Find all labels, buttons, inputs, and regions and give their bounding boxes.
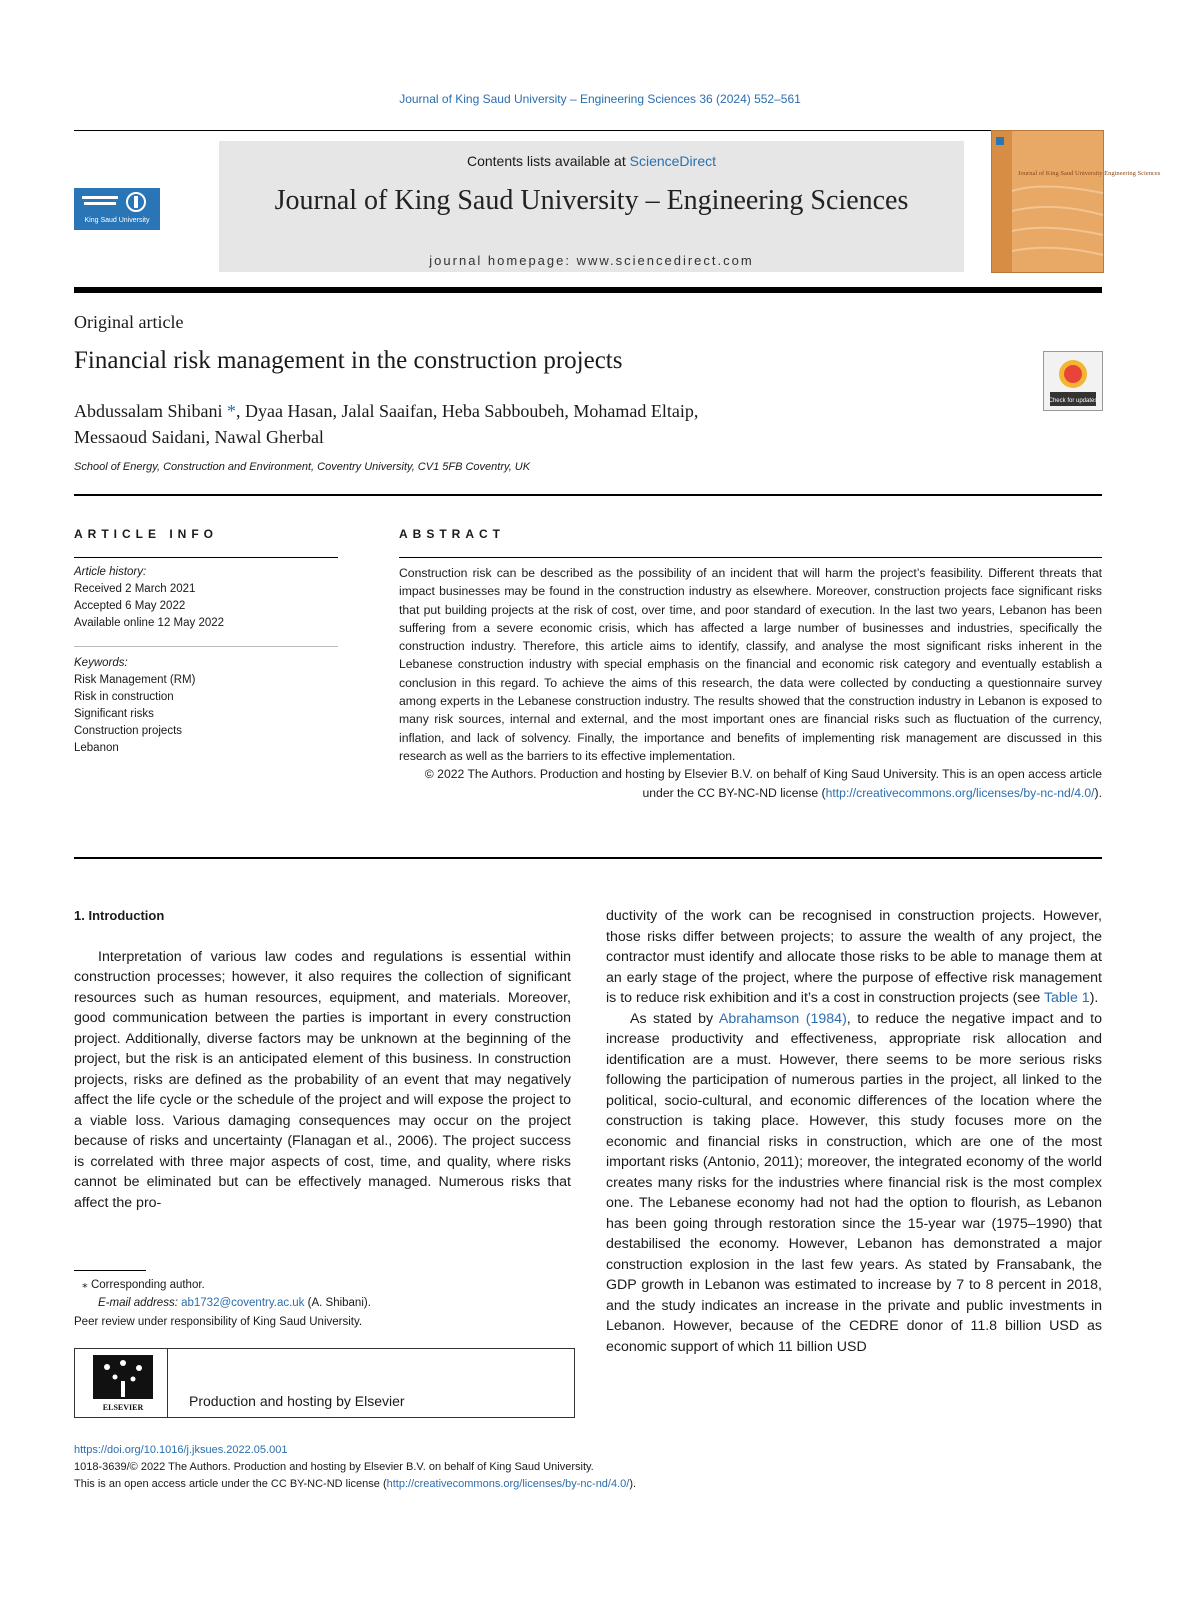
- license-link[interactable]: http://creativecommons.org/licenses/by-nc-nd/4.0/: [825, 785, 1095, 800]
- abstract-heading: ABSTRACT: [399, 527, 505, 541]
- contents-prefix: Contents lists available at: [466, 153, 630, 169]
- affiliation: School of Energy, Construction and Environment, Coventry University, CV1 5FB Coventry, UK: [74, 461, 531, 473]
- intro-right-column: [606, 906, 1102, 1357]
- email-suffix: (A. Shibani).: [304, 1297, 371, 1309]
- keyword-item: Lebanon: [74, 742, 119, 754]
- keywords-label: Keywords:: [74, 657, 128, 669]
- abstract-copyright: [399, 765, 1102, 802]
- keywords-block: [74, 655, 195, 757]
- footnote-corresponding: ⁎ Corresponding author.: [82, 1279, 205, 1291]
- footnote-email: [74, 1294, 371, 1312]
- email-link[interactable]: ab1732@coventry.ac.uk: [181, 1297, 305, 1309]
- sciencedirect-link[interactable]: ScienceDirect: [629, 153, 716, 169]
- header-top-rule: [74, 130, 1102, 131]
- email-label: E-mail address:: [98, 1297, 182, 1309]
- contents-line: [219, 153, 964, 169]
- intro-left-column: [74, 906, 571, 1213]
- para-text: ).: [1089, 990, 1099, 1006]
- affiliation-rule: [74, 494, 1102, 496]
- abstract-body: [399, 564, 1102, 802]
- info-divider: [74, 646, 338, 647]
- article-history: [74, 564, 224, 632]
- keyword-item: Significant risks: [74, 708, 154, 720]
- article-info-heading: ARTICLE INFO: [74, 527, 218, 541]
- cover-title: Journal of King Saud University Engineering Sciences: [1018, 170, 1161, 177]
- para-text: , to reduce the negative impact and to increase productivity and effectiveness, appropriate risk allocation and identification are a must. However, there seems to be more serious risks following the participation of numerous parties in the project, all linked to the political, socio-cultural, and economic differences of the location where the construction is taking place. However, this study focuses more on the economic and financial risks in construction, which are one of the most important risks (Antonio, 2011); moreover, the integrated economy of the world creates many risks for the industries where financial risk is the most complex one. The Lebanese economy had not had the option to flourish, as Lebanon has been going through restoration since the 15-year war (1975–1990) that destabilised the economy. However, Lebanon has demonstrated a major construction explosion in the last few years. As stated by Fransabank, the GDP growth in Lebanon was estimated to increase by 7 to 8 percent in 2018, and the study indicates an increase in the private and public investments in Lebanon. However, because of the CEDRE donor of 11.8 billion USD as economic support of which 11 billion USD: [606, 1010, 1102, 1355]
- doi-link[interactable]: https://doi.org/10.1016/j.jksues.2022.05.001: [74, 1444, 288, 1456]
- article-type: Original article: [74, 312, 184, 332]
- oa-license-link[interactable]: http://creativecommons.org/licenses/by-nc-nd/4.0/: [386, 1478, 630, 1490]
- intro-continuation: [606, 906, 1102, 1009]
- journal-citation[interactable]: Journal of King Saud University – Engineering Sciences 36 (2024) 552–561: [399, 92, 801, 106]
- para-text: ductivity of the work can be recognised in construction projects. However, those risks differ between projects; to assure the wealth of any project, the contractor must identify and allocate those risks to be able to manage them at an early stage of the project, where the purpose of effective risk management is to reduce risk exhibition and it’s a cost in construction projects (see: [606, 908, 1102, 1006]
- oa-suffix: ).: [629, 1478, 637, 1490]
- history-received: Received 2 March 2021: [74, 583, 196, 595]
- journal-banner: [219, 141, 964, 272]
- journal-title: Journal of King Saud University – Engineering Sciences: [274, 185, 909, 216]
- author-first: Abdussalam Shibani: [74, 401, 223, 421]
- intro-paragraph-2: [606, 1009, 1102, 1358]
- elsevier-tree-logo: [87, 1353, 159, 1413]
- author-list: [74, 398, 954, 450]
- info-rule: [74, 557, 338, 558]
- journal-cover-image[interactable]: [991, 130, 1161, 273]
- abstract-bottom-rule: [74, 857, 1102, 859]
- ksu-logo: [74, 188, 160, 230]
- para-text: As stated by: [630, 1010, 719, 1027]
- check-for-updates-badge[interactable]: [1043, 351, 1103, 411]
- corresponding-author-mark[interactable]: *: [222, 401, 236, 421]
- check-label: Check for updates: [1048, 398, 1098, 404]
- peer-review-note: Peer review under responsibility of King Saud University.: [74, 1316, 363, 1328]
- footnote-rule: [74, 1270, 146, 1271]
- logo-text: King Saud University: [84, 217, 150, 224]
- header-bottom-rule: [74, 287, 1102, 293]
- history-online: Available online 12 May 2022: [74, 617, 225, 629]
- keyword-item: Construction projects: [74, 725, 183, 737]
- table-1-link[interactable]: Table 1: [1043, 990, 1090, 1006]
- elsevier-logo-word: ELSEVIER: [102, 1403, 144, 1412]
- elsevier-box-divider: [167, 1349, 168, 1417]
- authors-line2: Messaoud Saidani, Nawal Gherbal: [74, 427, 324, 447]
- history-label: Article history:: [74, 566, 147, 578]
- intro-paragraph: Interpretation of various law codes and regulations is essential within construction processes; however, it also requires the collection of significant resources such as human resources, equipment, and materials. Moreover, good communication between the parties is important in every construction project. Additionally, diverse factors may be unknown at the beginning of the project, but the risk is an anticipated element of this business. In construction projects, risks are defined as the probability of an event that may negatively affect the life cycle or the schedule of the project and will expose the project to a viable loss. Various damaging consequences may occur on the project because of risks and uncertainty (Flanagan et al., 2006). The project success is correlated with three major aspects of cost, time, and quality, where risks cannot be eliminated but can be effectively managed. Numerous risks that affect the pro-: [74, 948, 571, 1211]
- copyright-text: © 2022 The Authors. Production and hosting by Elsevier B.V. on behalf of King Saud University. This is an open access article under the CC BY-NC-ND license (: [424, 767, 1102, 800]
- elsevier-box: [74, 1348, 575, 1418]
- authors-rest: , Dyaa Hasan, Jalal Saaifan, Heba Sabboubeh, Mohamad Eltaip,: [236, 401, 699, 421]
- abstract-text: Construction risk can be described as the possibility of an incident that will harm the project’s feasibility. Different threats that impact businesses may be found in the construction industry as elsewhere. Moreover, construction projects face significant risks that put building projects at the risk of cost, over time, and poor standard of execution. In the last two years, Lebanon has been suffering from a severe economic crisis, which has affected a large number of businesses and industries, specifically the construction industry. Therefore, this article aims to identify, classify, and analyse the most significant risks inherent in the Lebanese construction industry with special emphasis on the financial and economic risk category and eventually establish a conclusion in this regard. To achieve the aims of this research, the data were collected by conducting a questionnaire survey among experts in the Lebanese construction industry. The results showed that the construction industry in Lebanon is exposed to many risk sources, internal and external, and the most important ones are financial risks such as fluctuation of the currency, inflation, and lack of solvency. Finally, the importance and benefits of implementing risk management are discussed in this research as well as the barriers to its effective implementation.: [399, 566, 1102, 763]
- abrahamson-citation-link[interactable]: Abrahamson (1984): [718, 1010, 847, 1027]
- keyword-item: Risk in construction: [74, 691, 174, 703]
- issn-line: 1018-3639/© 2022 The Authors. Production and hosting by Elsevier B.V. on behalf of King Saud University.: [74, 1461, 594, 1473]
- abstract-rule: [399, 557, 1102, 558]
- history-accepted: Accepted 6 May 2022: [74, 600, 186, 612]
- article-title: Financial risk management in the construction projects: [74, 347, 623, 374]
- keyword-item: Risk Management (RM): [74, 674, 196, 686]
- copyright-end: ).: [1094, 785, 1102, 800]
- journal-homepage[interactable]: journal homepage: www.sciencedirect.com: [429, 253, 754, 268]
- oa-prefix: This is an open access article under the CC BY-NC-ND license (: [74, 1478, 387, 1490]
- open-access-line: [74, 1476, 636, 1493]
- elsevier-caption: Production and hosting by Elsevier: [189, 1393, 405, 1409]
- section-heading-introduction: 1. Introduction: [74, 908, 165, 923]
